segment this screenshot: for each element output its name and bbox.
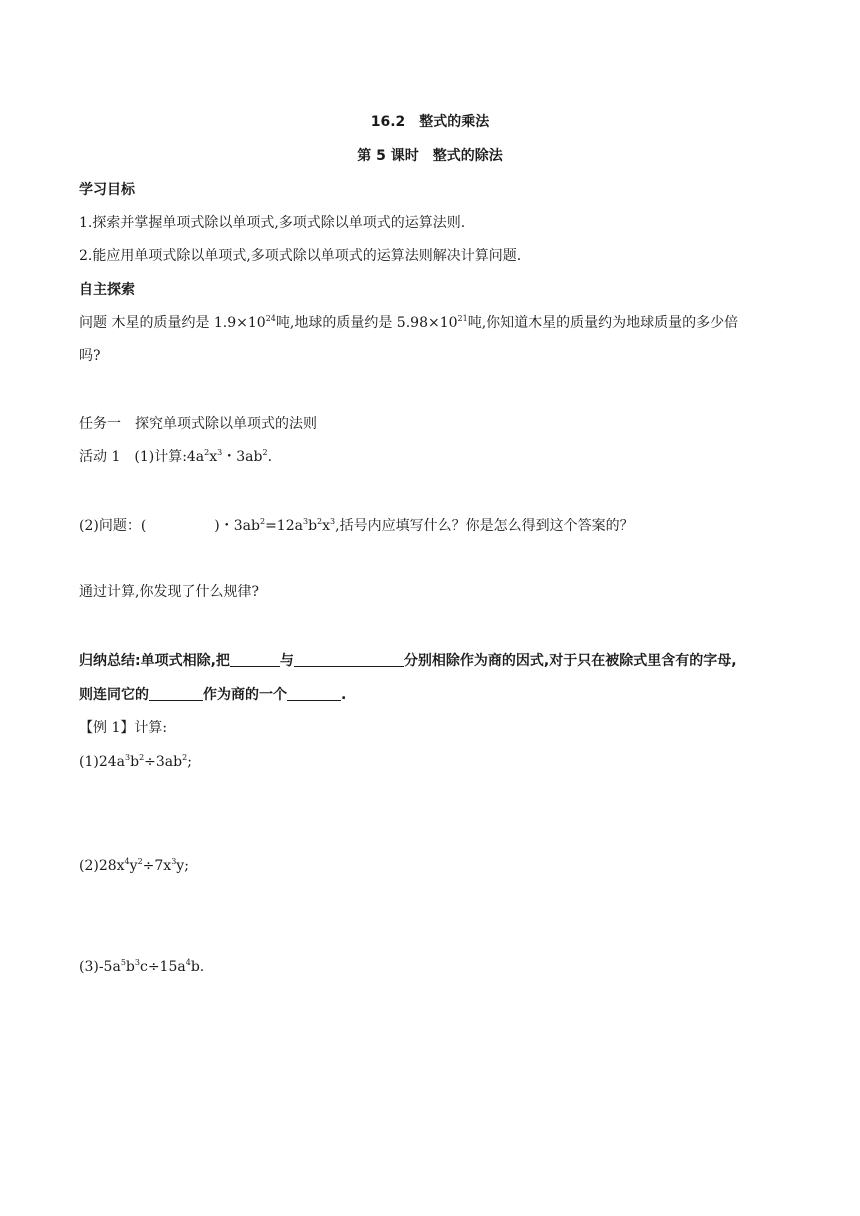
fill-blank-1[interactable] xyxy=(230,652,280,667)
summary-line-1: 归纳总结:单项式相除,把 与 分别相除作为商的因式,对于只在被除式里含有的字母, xyxy=(79,653,737,669)
fill-blank-4[interactable] xyxy=(287,686,341,701)
example-question-1: $(1)24a^3b^2\div 3ab^2$; xyxy=(79,753,192,770)
activity-1: 活动 1 (1)计算$:4a^2x^3$・$3ab^2$. xyxy=(79,448,273,465)
example-question-3: $(3)-5a^5b^3c\div 15a^4b$. xyxy=(79,958,205,975)
objective-item-1: 1.探索并掌握单项式除以单项式,多项式除以单项式的运算法则. xyxy=(79,215,466,231)
section-title: 16.2 整式的乘法 xyxy=(370,114,490,130)
problem-text-line2: 吗? xyxy=(79,348,101,364)
fill-blank-2[interactable] xyxy=(294,652,404,667)
activity-question: (2)问题：( )・$3ab^2=12a^3b^2x^3$,括号内应填写什么？你是怎么得到这个答案的？ xyxy=(79,517,634,534)
example-question-2: $(2)28x^4y^2\div 7x^3y$; xyxy=(79,857,189,874)
fill-blank-3[interactable] xyxy=(149,686,203,701)
summary-line-2: 则连同它的 作为商的一个 . xyxy=(79,687,347,703)
explore-heading: 自主探索 xyxy=(79,282,135,298)
example-heading: 【例 1】计算: xyxy=(79,720,168,736)
objective-item-2: 2.能应用单项式除以单项式,多项式除以单项式的运算法则解决计算问题. xyxy=(79,248,522,264)
discover-question: 通过计算,你发现了什么规律? xyxy=(79,584,259,600)
objectives-heading: 学习目标 xyxy=(79,182,135,198)
problem-text: 问题 木星的质量约是 $1.9\times 10^{24}$吨,地球的质量约是 $5.98\times 10^{21}$吨,你知道木星的质量约为地球质量的多少倍 xyxy=(79,314,739,331)
task1-title: 任务一 探究单项式除以单项式的法则 xyxy=(79,416,317,432)
lesson-title: 第 5 课时 整式的除法 xyxy=(357,148,503,164)
